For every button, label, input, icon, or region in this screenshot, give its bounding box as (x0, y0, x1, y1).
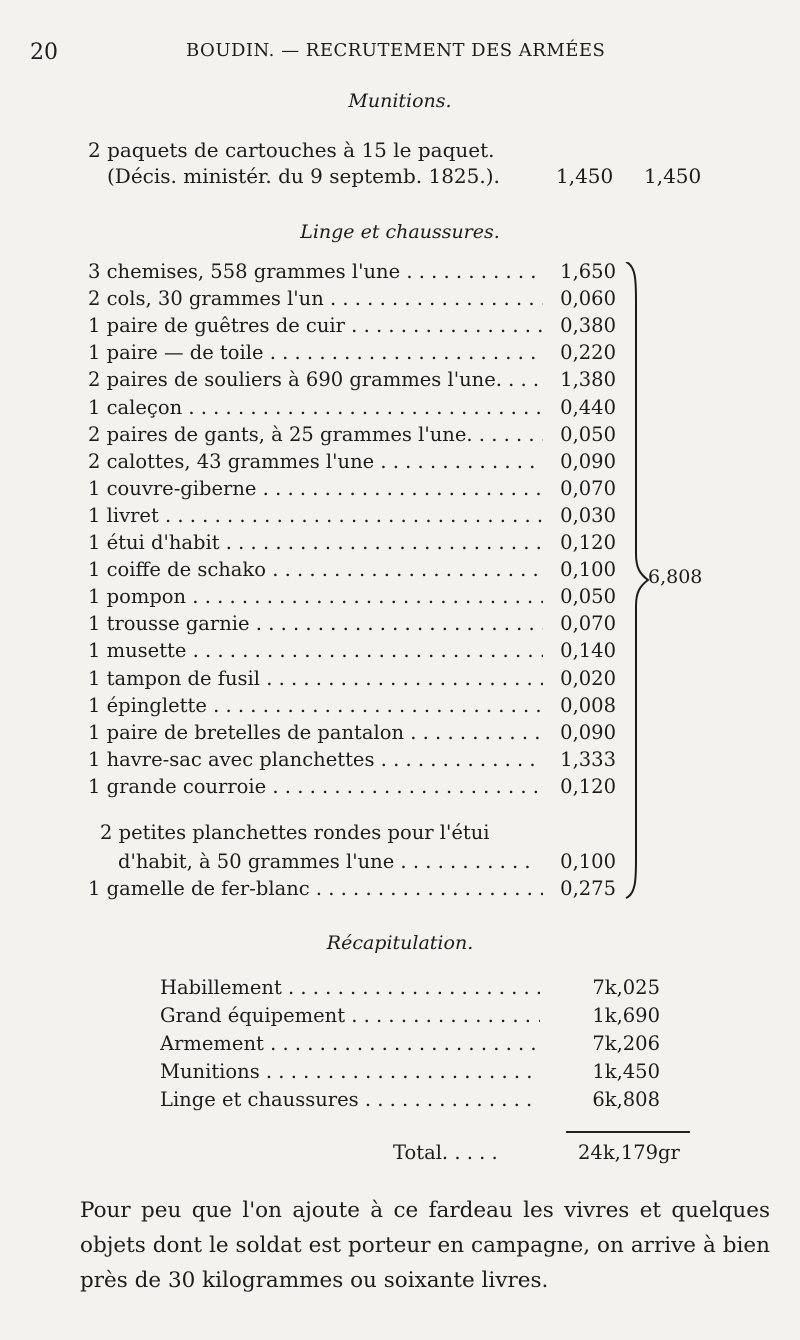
planchettes-line-2: d'habit, à 50 grammes l'une . . . (118, 850, 536, 873)
total-rule (566, 1131, 690, 1133)
linge-item-label: 1 pompon . . . (88, 585, 543, 608)
linge-item-value: 0,008 (560, 693, 616, 717)
linge-item-label: 1 grande courroie . . . (88, 775, 543, 798)
linge-item-label: 1 caleçon . . . (88, 396, 543, 419)
gamelle-value: 0,275 (560, 877, 616, 900)
linge-item-label: 1 paire — de toile . . . (88, 341, 543, 364)
recap-item-label: Armement . . . (160, 1032, 540, 1055)
linge-row (88, 694, 628, 721)
recap-item-label: Munitions . . . (160, 1060, 540, 1083)
munitions-line-1: 2 paquets de cartouches à 15 le paquet. (88, 138, 495, 162)
linge-item-value: 0,100 (560, 558, 616, 582)
linge-item-label: 1 couvre-giberne . . . (88, 477, 543, 500)
linge-row (88, 477, 628, 504)
linge-item-label: 1 trousse garnie . . . (88, 612, 543, 635)
planchettes-line-1: 2 petites planchettes rondes pour l'étui (100, 821, 490, 844)
linge-item-label: 2 paires de souliers à 690 grammes l'une. . . . (88, 368, 543, 391)
running-head: BOUDIN. — RECRUTEMENT DES ARMÉES (186, 40, 606, 61)
munitions-heading: Munitions. (348, 90, 452, 112)
linge-row (88, 748, 628, 775)
linge-item-value: 0,440 (560, 395, 616, 419)
linge-row (88, 667, 628, 694)
linge-item-value: 0,120 (560, 774, 616, 798)
linge-item-value: 0,050 (560, 585, 616, 609)
linge-item-label: 1 musette . . . (88, 639, 543, 662)
linge-item-label: 3 chemises, 558 grammes l'une . . . (88, 260, 543, 283)
linge-row (88, 287, 628, 314)
recap-row (160, 976, 660, 1003)
linge-item-value: 1,650 (560, 260, 616, 283)
recap-heading: Récapitulation. (326, 932, 474, 954)
linge-item-label: 1 étui d'habit . . . (88, 531, 543, 554)
recap-item-label: Habillement . . . (160, 976, 540, 999)
linge-row (88, 531, 628, 558)
linge-row (88, 341, 628, 368)
linge-item-value: 0,030 (560, 503, 616, 527)
planchettes-value: 0,100 (560, 850, 616, 873)
recap-item-value: 1k,690 (592, 1004, 660, 1027)
linge-item-value: 0,090 (560, 720, 616, 744)
recap-row (160, 1088, 660, 1115)
linge-item-label: 1 paire de bretelles de pantalon . . . (88, 721, 543, 744)
linge-item-label: 1 livret . . . (88, 504, 543, 527)
recap-item-label: Linge et chaussures . . . (160, 1088, 540, 1111)
linge-row (88, 260, 628, 287)
recap-row (160, 1004, 660, 1031)
munitions-value-2: 1,450 (644, 164, 702, 188)
linge-row (88, 450, 628, 477)
total-label: Total. . . . . (393, 1141, 498, 1164)
linge-item-label: 2 calottes, 43 grammes l'une . . . (88, 450, 543, 473)
munitions-line-2: (Décis. ministér. du 9 septemb. 1825.). (107, 164, 500, 188)
gamelle-label: 1 gamelle de fer-blanc . . . (88, 877, 543, 900)
brace-total: 6,808 (648, 566, 703, 588)
linge-item-value: 0,380 (560, 314, 616, 338)
recap-item-value: 6k,808 (592, 1088, 660, 1111)
recap-item-value: 7k,025 (592, 976, 660, 999)
munitions-value-1: 1,450 (556, 164, 614, 188)
linge-row (88, 314, 628, 341)
linge-item-value: 0,120 (560, 531, 616, 554)
recap-row (160, 1060, 660, 1087)
linge-item-label: 1 coiffe de schako . . . (88, 558, 543, 581)
closing-paragraph: Pour peu que l'on ajoute à ce fardeau les vivres et quelques objets dont le soldat est porteur en campagne, on arrive à bien près de 30 kilogrammes ou soixante livres. (80, 1198, 770, 1293)
linge-row (88, 396, 628, 423)
linge-item-label: 1 havre-sac avec planchettes . . . (88, 748, 543, 771)
linge-item-value: 0,020 (560, 666, 616, 690)
linge-item-value: 1,380 (560, 368, 616, 392)
recap-item-label: Grand équipement . . . (160, 1004, 540, 1027)
linge-item-value: 0,090 (560, 449, 616, 473)
linge-item-value: 1,333 (560, 747, 616, 771)
linge-row (88, 639, 628, 666)
linge-row (88, 558, 628, 585)
linge-item-value: 0,050 (560, 422, 616, 446)
linge-item-value: 0,070 (560, 612, 616, 636)
linge-row (88, 775, 628, 802)
linge-item-value: 0,220 (560, 341, 616, 365)
linge-item-value: 0,060 (560, 287, 616, 311)
linge-row (88, 368, 628, 395)
total-value: 24k,179gr (578, 1141, 680, 1164)
linge-row (88, 423, 628, 450)
page-number: 20 (30, 40, 58, 65)
linge-item-label: 2 cols, 30 grammes l'un . . . (88, 287, 543, 310)
linge-heading: Linge et chaussures. (300, 221, 500, 243)
recap-row (160, 1032, 660, 1059)
linge-row (88, 721, 628, 748)
linge-item-label: 1 épinglette . . . (88, 694, 543, 717)
linge-item-label: 1 paire de guêtres de cuir . . . (88, 314, 543, 337)
linge-row (88, 585, 628, 612)
planchettes-row (118, 850, 628, 877)
linge-row (88, 504, 628, 531)
recap-item-value: 1k,450 (592, 1060, 660, 1083)
linge-item-label: 1 tampon de fusil . . . (88, 667, 543, 690)
linge-item-label: 2 paires de gants, à 25 grammes l'une. . . . (88, 423, 543, 446)
gamelle-row (88, 877, 628, 904)
linge-row (88, 612, 628, 639)
recap-item-value: 7k,206 (592, 1032, 660, 1055)
linge-item-value: 0,070 (560, 476, 616, 500)
linge-item-value: 0,140 (560, 639, 616, 663)
